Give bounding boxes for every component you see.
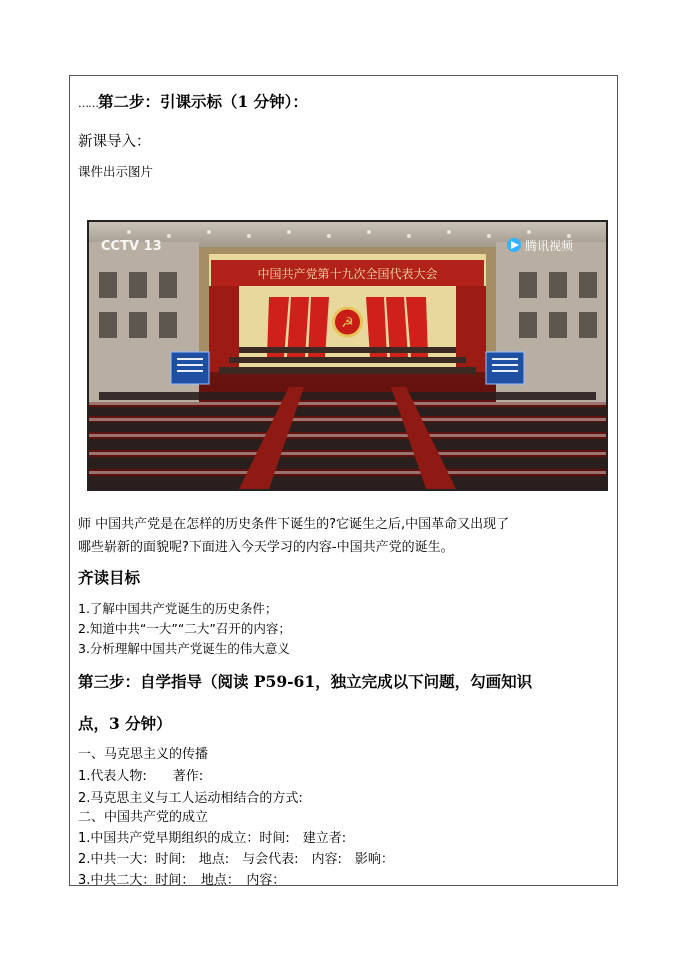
congress-banner-text: 中国共产党第十九次全国代表大会 xyxy=(257,267,438,281)
question-item: 3.中共二大：时间： 地点： 内容： xyxy=(78,873,286,888)
goal-item: 3.分析理解中国共产党诞生的伟大意义 xyxy=(78,641,290,656)
step3-heading-line2: 点，3 分钟） xyxy=(78,714,172,733)
teacher-text-line1: 师 中国共产党是在怎样的历史条件下诞生的?它诞生之后,中国革命又出现了 xyxy=(78,517,510,532)
step2-title: 第二步：引课示标（1 分钟）： xyxy=(98,92,308,111)
question-item: 一、马克思主义的传播 xyxy=(78,747,209,762)
question-item: 2.马克思主义与工人运动相结合的方式: xyxy=(78,791,303,806)
intro-note: 课件出示图片 xyxy=(78,164,154,179)
question-item: 1.代表人物: 著作: xyxy=(78,769,204,784)
tencent-video-logo: 腾讯视频 xyxy=(525,239,574,253)
cctv-logo: CCTV 13 xyxy=(101,239,162,254)
leader-dots: …… xyxy=(78,97,98,110)
goals-title: 齐读目标 xyxy=(78,569,141,587)
congress-hall-photo xyxy=(87,220,608,491)
question-item: 二、中国共产党的成立 xyxy=(78,810,209,825)
intro-label: 新课导入： xyxy=(78,134,151,150)
step2-heading xyxy=(78,90,308,112)
goal-item: 2.知道中共“一大”“二大”召开的内容； xyxy=(78,621,291,636)
emblem-icon: ☭ xyxy=(341,315,354,331)
congress-hall-illustration xyxy=(89,222,606,489)
goal-item: 1.了解中国共产党诞生的历史条件； xyxy=(78,601,278,616)
teacher-text-line2: 哪些崭新的面貌呢?下面进入今天学习的内容-中国共产党的诞生。 xyxy=(78,540,454,555)
step3-heading-line1: 第三步：自学指导（阅读 P59-61，独立完成以下问题，勾画知识 xyxy=(78,672,533,691)
question-item: 2.中共一大：时间: 地点: 与会代表: 内容: 影响： xyxy=(78,852,394,867)
question-item: 1.中国共产党早期组织的成立：时间: 建立者: xyxy=(78,831,347,846)
